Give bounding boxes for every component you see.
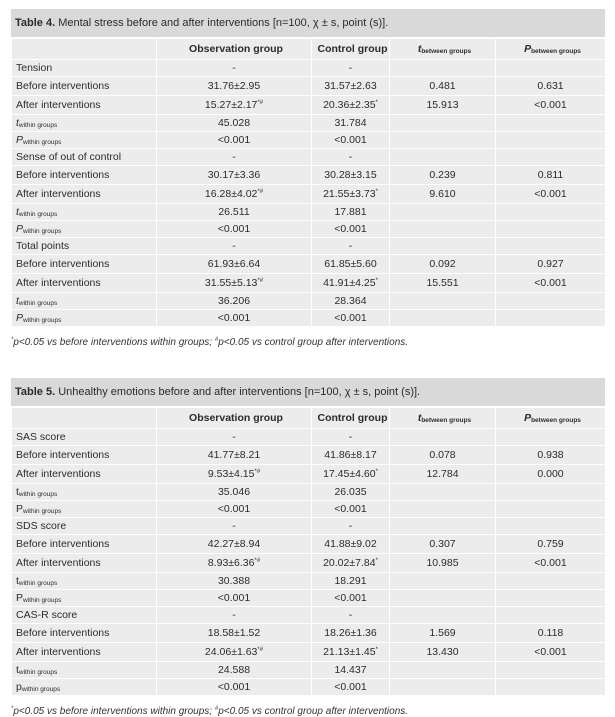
table-row (12, 446, 606, 465)
p-between-value (496, 204, 606, 221)
row-label: Pwithin groups (12, 132, 157, 149)
control-value: 30.28±3.15 (312, 166, 390, 185)
p-between-value: <0.001 (496, 643, 606, 662)
t-between-value (390, 501, 496, 518)
p-between-value: 0.811 (496, 166, 606, 185)
control-value: 20.36±2.35* (312, 96, 390, 115)
row-label: Tension (12, 60, 157, 77)
observation-value: 61.93±6.64 (157, 255, 312, 274)
table-5-header-row (12, 408, 606, 429)
row-label: After interventions (12, 554, 157, 573)
control-value: - (312, 238, 390, 255)
observation-value: <0.001 (157, 310, 312, 327)
table-row (12, 662, 606, 679)
p-between-value (496, 60, 606, 77)
observation-value: 9.53±4.15*# (157, 465, 312, 484)
t-between-value (390, 221, 496, 238)
table-row (12, 77, 606, 96)
observation-value: 41.77±8.21 (157, 446, 312, 465)
observation-value: 8.93±6.36*# (157, 554, 312, 573)
header-t-between: tbetween groups (390, 39, 496, 60)
table-5-label: Table 5. (15, 386, 56, 398)
row-label: Before interventions (12, 535, 157, 554)
observation-value: 24.588 (157, 662, 312, 679)
control-value: <0.001 (312, 679, 390, 696)
row-label: pwithin groups (12, 679, 157, 696)
table-row (12, 60, 606, 77)
row-label: Sense of out of control (12, 149, 157, 166)
table-5-body (12, 429, 606, 696)
row-label: twithin groups (12, 484, 157, 501)
t-between-value (390, 132, 496, 149)
observation-value: 15.27±2.17*# (157, 96, 312, 115)
control-value: <0.001 (312, 501, 390, 518)
control-value: 41.86±8.17 (312, 446, 390, 465)
table-row (12, 518, 606, 535)
observation-value: 30.388 (157, 573, 312, 590)
t-between-value (390, 607, 496, 624)
t-between-value (390, 484, 496, 501)
table-4-body (12, 60, 606, 327)
observation-value: <0.001 (157, 132, 312, 149)
observation-value: 16.28±4.02*# (157, 185, 312, 204)
t-between-value (390, 204, 496, 221)
table-row (12, 132, 606, 149)
observation-value: - (157, 149, 312, 166)
p-between-value: 0.631 (496, 77, 606, 96)
table-5-footnote: *p<0.05 vs before interventions within groups; #p<0.05 vs control group after interventions. (11, 706, 409, 717)
p-between-value (496, 518, 606, 535)
control-value: <0.001 (312, 590, 390, 607)
control-value: 18.291 (312, 573, 390, 590)
p-between-value (496, 573, 606, 590)
control-value: <0.001 (312, 310, 390, 327)
header-control: Control group (312, 39, 390, 60)
control-value: - (312, 149, 390, 166)
control-value: 31.784 (312, 115, 390, 132)
observation-value: 36.206 (157, 293, 312, 310)
p-between-value: 0.118 (496, 624, 606, 643)
header-observation: Observation group (157, 408, 312, 429)
observation-value: <0.001 (157, 590, 312, 607)
control-value: - (312, 607, 390, 624)
p-between-value: <0.001 (496, 96, 606, 115)
p-between-value: <0.001 (496, 274, 606, 293)
t-between-value (390, 293, 496, 310)
t-between-value (390, 518, 496, 535)
p-between-value (496, 679, 606, 696)
observation-value: 31.76±2.95 (157, 77, 312, 96)
t-between-value: 13.430 (390, 643, 496, 662)
row-label: SDS score (12, 518, 157, 535)
table-row (12, 255, 606, 274)
control-value: 21.55±3.73* (312, 185, 390, 204)
row-label: After interventions (12, 643, 157, 662)
observation-value: - (157, 429, 312, 446)
row-label: twithin groups (12, 573, 157, 590)
table-5-caption (11, 378, 605, 407)
table-row (12, 310, 606, 327)
t-between-value (390, 662, 496, 679)
observation-value: - (157, 238, 312, 255)
table-row (12, 204, 606, 221)
observation-value: 18.58±1.52 (157, 624, 312, 643)
control-value: 21.13±1.45* (312, 643, 390, 662)
control-value: 18.26±1.36 (312, 624, 390, 643)
table-row (12, 429, 606, 446)
row-label: Before interventions (12, 255, 157, 274)
table-row (12, 484, 606, 501)
row-label: Pwithin groups (12, 310, 157, 327)
table-row (12, 624, 606, 643)
t-between-value (390, 149, 496, 166)
table-4-title: Mental stress before and after interventions [n=100, χ ± s, point (s)]. (58, 17, 389, 29)
row-label: Before interventions (12, 166, 157, 185)
observation-value: 30.17±3.36 (157, 166, 312, 185)
control-value: 17.45±4.60* (312, 465, 390, 484)
observation-value: <0.001 (157, 679, 312, 696)
observation-value: <0.001 (157, 221, 312, 238)
control-value: 17.881 (312, 204, 390, 221)
observation-value: 42.27±8.94 (157, 535, 312, 554)
t-between-value: 0.092 (390, 255, 496, 274)
observation-value: - (157, 607, 312, 624)
header-p-between: Pbetween groups (496, 39, 606, 60)
observation-value: - (157, 60, 312, 77)
t-between-value (390, 429, 496, 446)
row-label: Before interventions (12, 77, 157, 96)
control-value: - (312, 429, 390, 446)
t-between-value: 0.307 (390, 535, 496, 554)
p-between-value: 0.938 (496, 446, 606, 465)
t-between-value (390, 679, 496, 696)
table-4-label: Table 4. (15, 17, 56, 29)
t-between-value: 0.078 (390, 446, 496, 465)
p-between-value: 0.759 (496, 535, 606, 554)
row-label: After interventions (12, 274, 157, 293)
t-between-value: 15.913 (390, 96, 496, 115)
t-between-value (390, 310, 496, 327)
observation-value: - (157, 518, 312, 535)
table-4-grid (11, 38, 606, 327)
table-row (12, 643, 606, 662)
p-between-value (496, 293, 606, 310)
p-between-value (496, 429, 606, 446)
observation-value: 26.511 (157, 204, 312, 221)
table-row (12, 96, 606, 115)
t-between-value (390, 573, 496, 590)
table-row (12, 185, 606, 204)
table-5 (11, 378, 605, 717)
header-observation: Observation group (157, 39, 312, 60)
t-between-value (390, 590, 496, 607)
p-between-value (496, 607, 606, 624)
p-between-value (496, 501, 606, 518)
t-between-value (390, 115, 496, 132)
table-row (12, 607, 606, 624)
table-row (12, 149, 606, 166)
row-label: Pwithin groups (12, 221, 157, 238)
p-between-value (496, 310, 606, 327)
control-value: 61.85±5.60 (312, 255, 390, 274)
table-4-caption (11, 9, 605, 38)
control-value: 14.437 (312, 662, 390, 679)
table-row (12, 554, 606, 573)
p-between-value (496, 132, 606, 149)
row-label: Before interventions (12, 624, 157, 643)
control-value: 41.88±9.02 (312, 535, 390, 554)
control-value: 31.57±2.63 (312, 77, 390, 96)
row-label: SAS score (12, 429, 157, 446)
table-5-title: Unhealthy emotions before and after interventions [n=100, χ ± s, point (s)]. (58, 386, 421, 398)
control-value: 28.364 (312, 293, 390, 310)
row-label: Pwithin groups (12, 501, 157, 518)
table-row (12, 535, 606, 554)
table-row (12, 274, 606, 293)
table-4-footnote: *p<0.05 vs before interventions within groups; #p<0.05 vs control group after interventions. (11, 337, 409, 348)
t-between-value (390, 238, 496, 255)
row-label: Total points (12, 238, 157, 255)
p-between-value (496, 149, 606, 166)
control-value: <0.001 (312, 132, 390, 149)
row-label: Pwithin groups (12, 590, 157, 607)
table-row (12, 465, 606, 484)
p-between-value (496, 484, 606, 501)
table-5-grid (11, 407, 606, 696)
t-between-value: 9.610 (390, 185, 496, 204)
p-between-value (496, 662, 606, 679)
table-row (12, 115, 606, 132)
header-t-between: tbetween groups (390, 408, 496, 429)
p-between-value: <0.001 (496, 185, 606, 204)
t-between-value: 12.784 (390, 465, 496, 484)
table-row (12, 501, 606, 518)
observation-value: 24.06±1.63*# (157, 643, 312, 662)
table-row (12, 293, 606, 310)
table-4 (11, 9, 605, 348)
row-label: twithin groups (12, 662, 157, 679)
observation-value: <0.001 (157, 501, 312, 518)
control-value: - (312, 60, 390, 77)
table-row (12, 590, 606, 607)
header-p-between: Pbetween groups (496, 408, 606, 429)
t-between-value: 10.985 (390, 554, 496, 573)
table-row (12, 221, 606, 238)
row-label: twithin groups (12, 115, 157, 132)
p-between-value: 0.927 (496, 255, 606, 274)
t-between-value: 0.239 (390, 166, 496, 185)
control-value: <0.001 (312, 221, 390, 238)
row-label: twithin groups (12, 293, 157, 310)
observation-value: 35.046 (157, 484, 312, 501)
table-row (12, 573, 606, 590)
observation-value: 45.028 (157, 115, 312, 132)
t-between-value: 1.569 (390, 624, 496, 643)
row-label: After interventions (12, 465, 157, 484)
header-blank (12, 408, 157, 429)
table-row (12, 679, 606, 696)
t-between-value: 0.481 (390, 77, 496, 96)
p-between-value (496, 221, 606, 238)
row-label: Before interventions (12, 446, 157, 465)
header-control: Control group (312, 408, 390, 429)
p-between-value (496, 590, 606, 607)
table-4-header-row (12, 39, 606, 60)
row-label: After interventions (12, 96, 157, 115)
p-between-value (496, 115, 606, 132)
observation-value: 31.55±5.13*# (157, 274, 312, 293)
control-value: 41.91±4.25* (312, 274, 390, 293)
p-between-value (496, 238, 606, 255)
t-between-value (390, 60, 496, 77)
p-between-value: <0.001 (496, 554, 606, 573)
header-blank (12, 39, 157, 60)
table-row (12, 238, 606, 255)
control-value: 26.035 (312, 484, 390, 501)
row-label: After interventions (12, 185, 157, 204)
t-between-value: 15.551 (390, 274, 496, 293)
row-label: twithin groups (12, 204, 157, 221)
row-label: CAS-R score (12, 607, 157, 624)
table-row (12, 166, 606, 185)
control-value: - (312, 518, 390, 535)
control-value: 20.02±7.84* (312, 554, 390, 573)
p-between-value: 0.000 (496, 465, 606, 484)
